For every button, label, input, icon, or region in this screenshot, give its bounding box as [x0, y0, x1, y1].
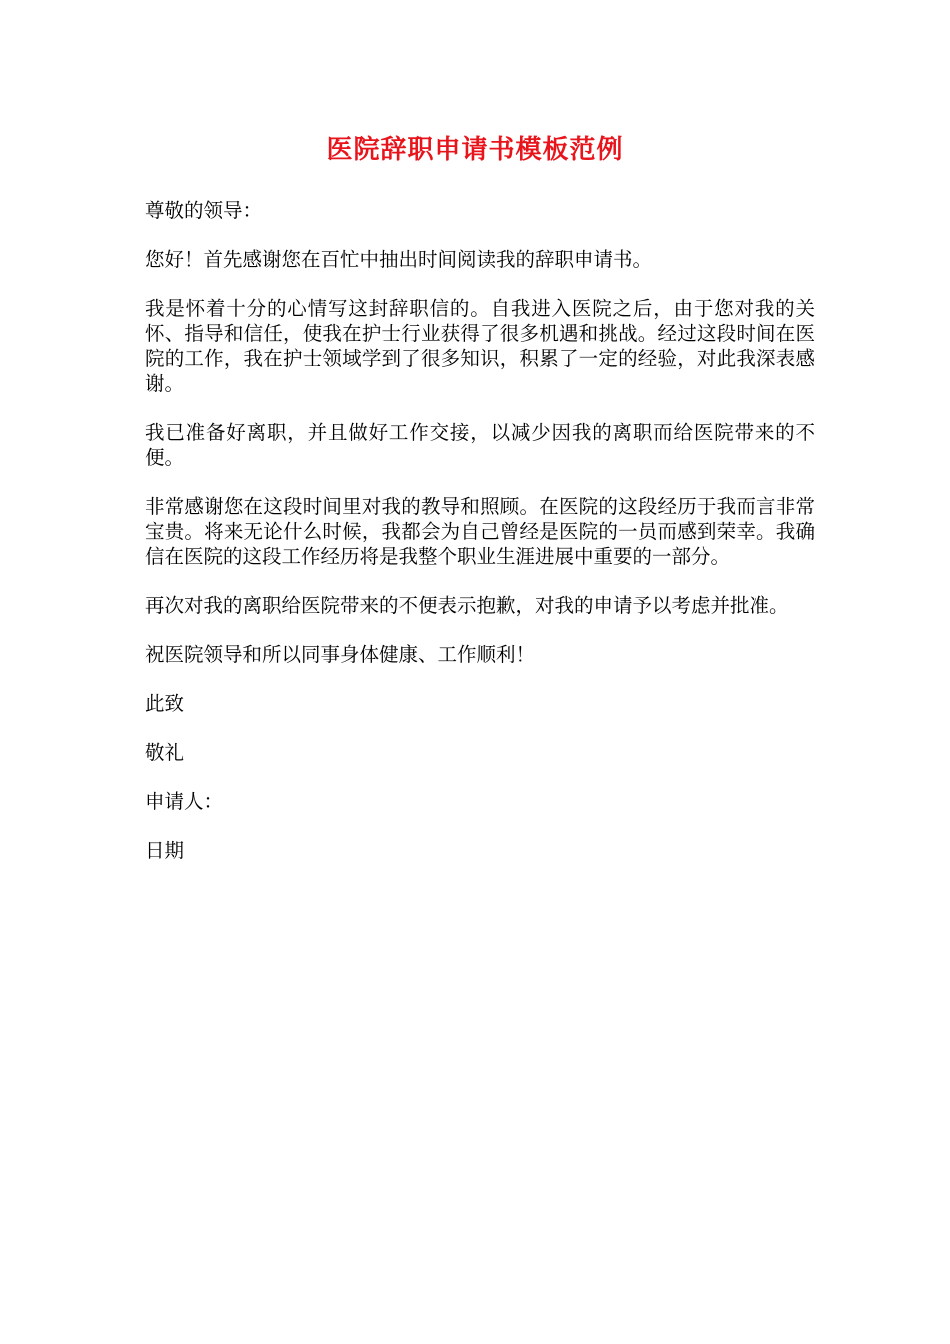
document-body	[145, 198, 815, 887]
paragraph-wishes: 祝医院领导和所以同事身体健康、工作顺利！	[145, 643, 536, 666]
salutation: 尊敬的领导：	[145, 199, 263, 222]
paragraph-gratitude: 我是怀着十分的心情写这封辞职信的。自我进入医院之后，由于您对我的关怀、指导和信任，使我在护士行业获得了很多机遇和挑战。经过这段时间在医院的工作，我在护士领域学到了很多知识，积累了一定的经验，对此我深表感谢。	[145, 297, 815, 395]
document-title: 医院辞职申请书模板范例	[326, 135, 624, 165]
paragraph-thanks: 非常感谢您在这段时间里对我的教导和照顾。在医院的这段经历于我而言非常宝贵。将来无论什么时候，我都会为自己曾经是医院的一员而感到荣幸。我确信在医院的这段工作经历将是我整个职业生涯进展中重要的一部分。	[145, 495, 815, 568]
date-label: 日期	[145, 839, 185, 862]
closing-jingli: 敬礼	[145, 741, 185, 764]
paragraph-handover: 我已准备好离职，并且做好工作交接，以减少因我的离职而给医院带来的不便。	[145, 421, 815, 469]
applicant-label: 申请人：	[145, 790, 224, 813]
closing-cizhi: 此致	[145, 692, 185, 715]
paragraph-apology: 再次对我的离职给医院带来的不便表示抱歉，对我的申请予以考虑并批准。	[145, 594, 789, 617]
paragraph-greeting: 您好！首先感谢您在百忙中抽出时间阅读我的辞职申请书。	[145, 248, 653, 271]
